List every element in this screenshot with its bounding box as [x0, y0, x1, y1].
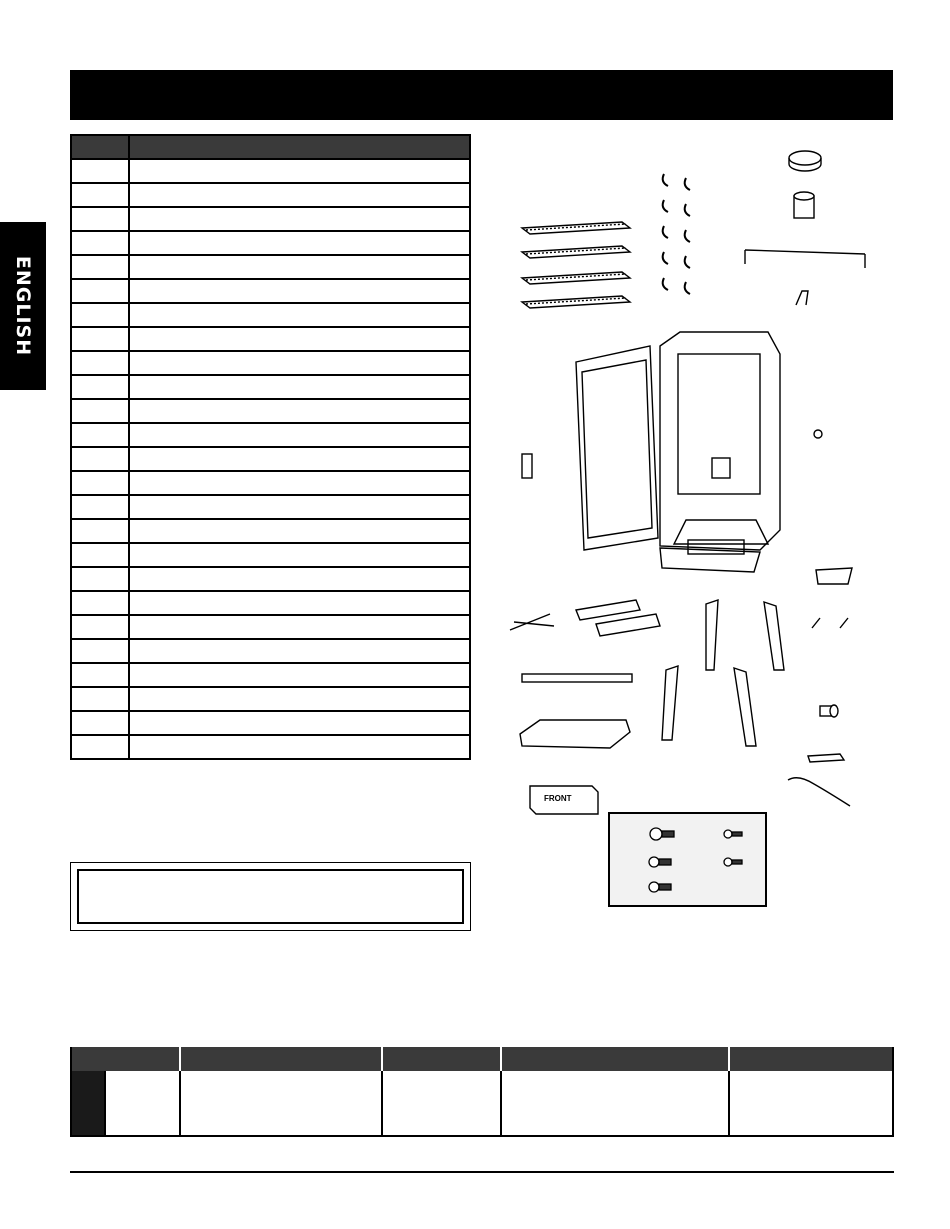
knob [820, 705, 838, 717]
part-description-cell [129, 687, 470, 711]
part-number-cell [71, 159, 129, 183]
parts-table-row [71, 423, 470, 447]
part-number-cell [71, 327, 129, 351]
part-number-cell [71, 735, 129, 759]
parts-table-row [71, 351, 470, 375]
part-number-cell [71, 303, 129, 327]
spec-header-cell [180, 1047, 382, 1071]
hardware-pack [608, 812, 767, 907]
parts-table-row [71, 543, 470, 567]
part-description-cell [129, 615, 470, 639]
part-number-cell [71, 375, 129, 399]
part-description-cell [129, 519, 470, 543]
part-number-cell [71, 567, 129, 591]
part-number-cell [71, 351, 129, 375]
parts-header-cell [129, 135, 470, 159]
part-description-cell [129, 543, 470, 567]
part-number-cell [71, 447, 129, 471]
parts-table-row [71, 639, 470, 663]
spec-marker-cell [71, 1071, 105, 1136]
part-description-cell [129, 663, 470, 687]
part-number-cell [71, 183, 129, 207]
part-number-cell [71, 471, 129, 495]
spec-cell [501, 1071, 729, 1136]
clips [812, 618, 848, 628]
screw-c [724, 858, 742, 866]
spec-cell [180, 1071, 382, 1136]
part-description-cell [129, 567, 470, 591]
screw-b [649, 857, 671, 867]
parts-table-row [71, 471, 470, 495]
part-number-cell [71, 639, 129, 663]
footer-rule [70, 1171, 894, 1173]
parts-table-row [71, 687, 470, 711]
part-number-cell [71, 615, 129, 639]
part-number-cell [71, 591, 129, 615]
parts-table-row [71, 159, 470, 183]
parts-table-row [71, 207, 470, 231]
part-number-cell [71, 495, 129, 519]
part-number-cell [71, 231, 129, 255]
tray-bottom [596, 614, 660, 636]
spec-cell [729, 1071, 893, 1136]
part-description-cell [129, 447, 470, 471]
rod [510, 614, 554, 630]
parts-table-row [71, 231, 470, 255]
door-latch [522, 454, 532, 478]
part-description-cell [129, 591, 470, 615]
damper-cap [789, 151, 821, 171]
parts-table-row [71, 255, 470, 279]
smoker-body [576, 332, 780, 572]
part-number-cell [71, 279, 129, 303]
parts-table-row [71, 663, 470, 687]
part-description-cell [129, 327, 470, 351]
part-description-cell [129, 183, 470, 207]
part-description-cell [129, 735, 470, 759]
plate [808, 754, 844, 762]
tray-top [576, 600, 640, 620]
parts-header-cell [71, 135, 129, 159]
part-number-cell [71, 519, 129, 543]
spec-header-cell [71, 1047, 180, 1071]
part-description-cell [129, 375, 470, 399]
part-description-cell [129, 159, 470, 183]
parts-table-row [71, 327, 470, 351]
spec-header-cell [729, 1047, 893, 1071]
part-number-cell [71, 687, 129, 711]
spec-table [70, 1047, 894, 1137]
parts-table-row [71, 711, 470, 735]
part-number-cell [71, 255, 129, 279]
parts-table-row [71, 447, 470, 471]
part-description-cell [129, 639, 470, 663]
bolt-shoulder [650, 828, 674, 840]
chimney [794, 192, 814, 218]
legs [662, 600, 784, 746]
part-description-cell [129, 711, 470, 735]
rack-support-hooks [663, 174, 690, 294]
language-tab-label: ENGLISH [12, 255, 34, 357]
bracket [796, 291, 808, 305]
cooking-racks [522, 222, 630, 308]
parts-table-row [71, 399, 470, 423]
note-box-inner [77, 869, 464, 924]
spec-table-header [71, 1047, 893, 1071]
part-number-cell [71, 423, 129, 447]
part-number-cell [71, 399, 129, 423]
part-description-cell [129, 303, 470, 327]
parts-table-row [71, 303, 470, 327]
parts-table-row [71, 615, 470, 639]
parts-table-row [71, 735, 470, 759]
parts-table-row [71, 519, 470, 543]
part-number-cell [71, 543, 129, 567]
section-header-bar [70, 70, 893, 120]
front-label-box [530, 786, 598, 814]
spec-table-row [71, 1071, 893, 1136]
front-box-text: FRONT [544, 794, 572, 803]
language-tab [0, 222, 46, 390]
screw-a [724, 830, 742, 838]
part-description-cell [129, 207, 470, 231]
parts-table-row [71, 375, 470, 399]
part-description-cell [129, 399, 470, 423]
parts-table-row [71, 183, 470, 207]
wood-chip-tray [816, 568, 852, 584]
water-bowl-bar [522, 674, 632, 682]
side-knob [814, 430, 822, 438]
part-number-cell [71, 663, 129, 687]
spec-header-cell [501, 1047, 729, 1071]
parts-table-header [71, 135, 470, 159]
parts-table-row [71, 567, 470, 591]
parts-table-row [71, 279, 470, 303]
part-description-cell [129, 255, 470, 279]
part-description-cell [129, 423, 470, 447]
part-description-cell [129, 495, 470, 519]
spec-cell [105, 1071, 180, 1136]
part-number-cell [71, 207, 129, 231]
water-pan [520, 720, 630, 748]
screw-d [649, 882, 671, 892]
part-description-cell [129, 351, 470, 375]
parts-list-table [70, 134, 471, 760]
parts-table-row [71, 591, 470, 615]
parts-table-row [71, 495, 470, 519]
spec-header-cell [382, 1047, 501, 1071]
spec-cell [382, 1071, 501, 1136]
part-description-cell [129, 231, 470, 255]
power-cord-probe [788, 778, 850, 806]
part-description-cell [129, 279, 470, 303]
handle [745, 250, 865, 268]
parts-exploded-diagram [500, 140, 890, 920]
part-number-cell [71, 711, 129, 735]
part-description-cell [129, 471, 470, 495]
note-box [70, 862, 471, 931]
